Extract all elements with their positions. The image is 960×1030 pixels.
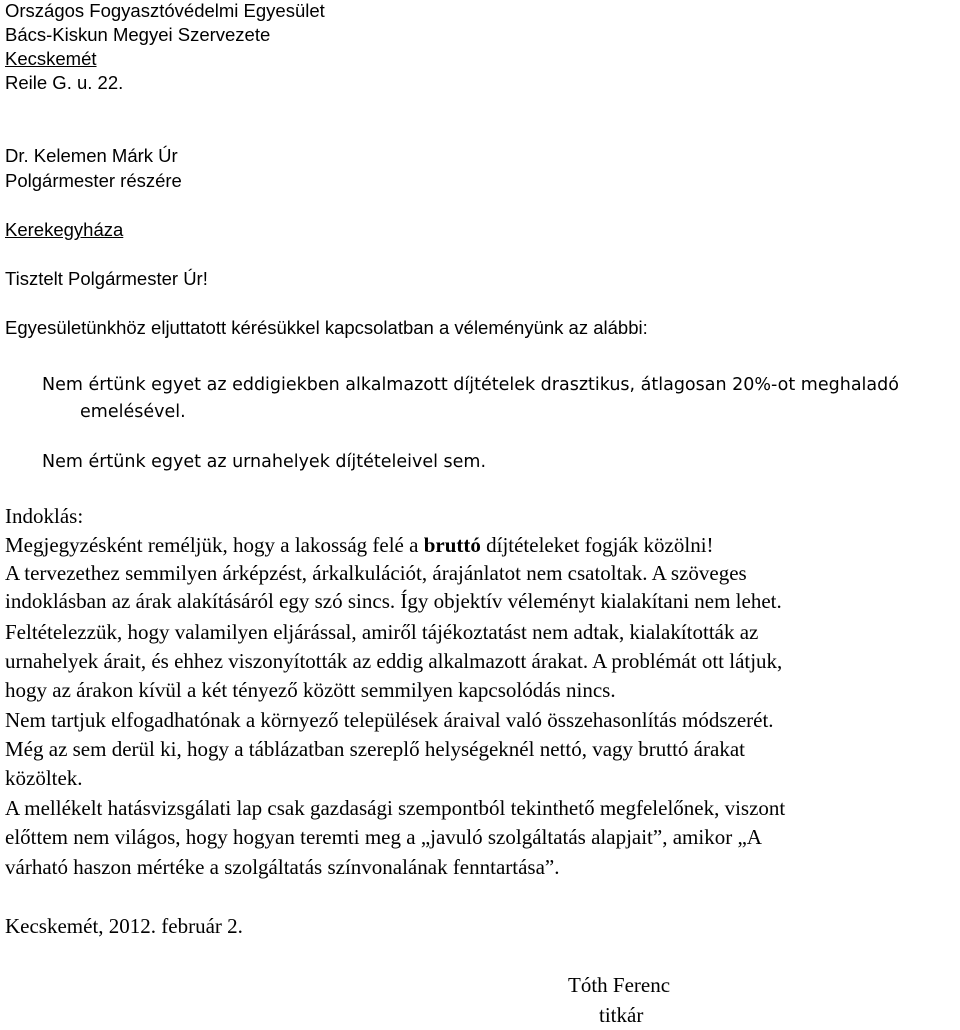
- intro-paragraph: Egyesületünkhöz eljuttatott kérésükkel kapcsolatban a véleményünk az alábbi:: [5, 317, 648, 338]
- reasoning-line-1-bold: bruttó: [423, 533, 481, 557]
- date-line: Kecskemét, 2012. február 2.: [5, 914, 243, 938]
- reasoning-line-4: Feltételezzük, hogy valamilyen eljárással, amiről tájékoztatást nem adtak, kialakították az: [5, 620, 759, 644]
- recipient-city: Kerekegyháza: [5, 219, 124, 240]
- reasoning-line-10: A mellékelt hatásvizsgálati lap csak gazdasági szempontból tekinthető megfelelőnek, viszont: [5, 796, 786, 820]
- reasoning-line-2: A tervezethez semmilyen árképzést, árkalkulációt, árajánlatot nem csatoltak. A szöveges: [5, 561, 747, 585]
- reasoning-line-1: [5, 533, 714, 557]
- reasoning-line-5: urnahelyek árait, és ehhez viszonyították az eddig alkalmazott árakat. A problémát ott látjuk,: [5, 649, 783, 673]
- reasoning-line-11: előttem nem világos, hogy hogyan teremti meg a „javuló szolgáltatás alapjait”, amikor „A: [5, 825, 762, 849]
- sender-branch: Bács-Kiskun Megyei Szervezete: [5, 24, 271, 45]
- sender-org: Országos Fogyasztóvédelmi Egyesület: [5, 0, 325, 21]
- recipient-name: Dr. Kelemen Márk Úr: [5, 145, 178, 166]
- point-1-line-2: emelésével.: [80, 402, 186, 422]
- sender-street: Reile G. u. 22.: [5, 72, 124, 93]
- reasoning-line-8: Még az sem derül ki, hogy a táblázatban szereplő helységeknél nettó, vagy bruttó árakat: [5, 737, 745, 761]
- point-2: Nem értünk egyet az urnahelyek díjtételeivel sem.: [42, 452, 487, 472]
- reasoning-line-6: hogy az árakon kívül a két tényező között semmilyen kapcsolódás nincs.: [5, 678, 616, 702]
- reasoning-line-1-b: díjtételeket fogják közölni!: [480, 533, 714, 557]
- signature-name: Tóth Ferenc: [568, 973, 671, 997]
- signature-role: titkár: [599, 1003, 644, 1027]
- salutation: Tisztelt Polgármester Úr!: [5, 268, 208, 289]
- point-1-line-1: Nem értünk egyet az eddigiekben alkalmazott díjtételek drasztikus, átlagosan 20%-ot meghaladó: [42, 375, 899, 395]
- reasoning-line-12: várható haszon mértéke a szolgáltatás színvonalának fenntartása”.: [5, 855, 560, 879]
- reasoning-line-9: közöltek.: [5, 766, 83, 790]
- sender-city: Kecskemét: [5, 48, 97, 69]
- reasoning-line-3: indoklásban az árak alakításáról egy szó sincs. Így objektív véleményt kialakítani nem lehet.: [5, 589, 782, 613]
- reasoning-line-7: Nem tartjuk elfogadhatónak a környező települések áraival való összehasonlítás módszerét.: [5, 708, 774, 732]
- reasoning-heading: Indoklás:: [5, 504, 84, 528]
- reasoning-line-1-a: Megjegyzésként reméljük, hogy a lakosság felé a: [5, 533, 424, 557]
- recipient-title: Polgármester részére: [5, 170, 182, 191]
